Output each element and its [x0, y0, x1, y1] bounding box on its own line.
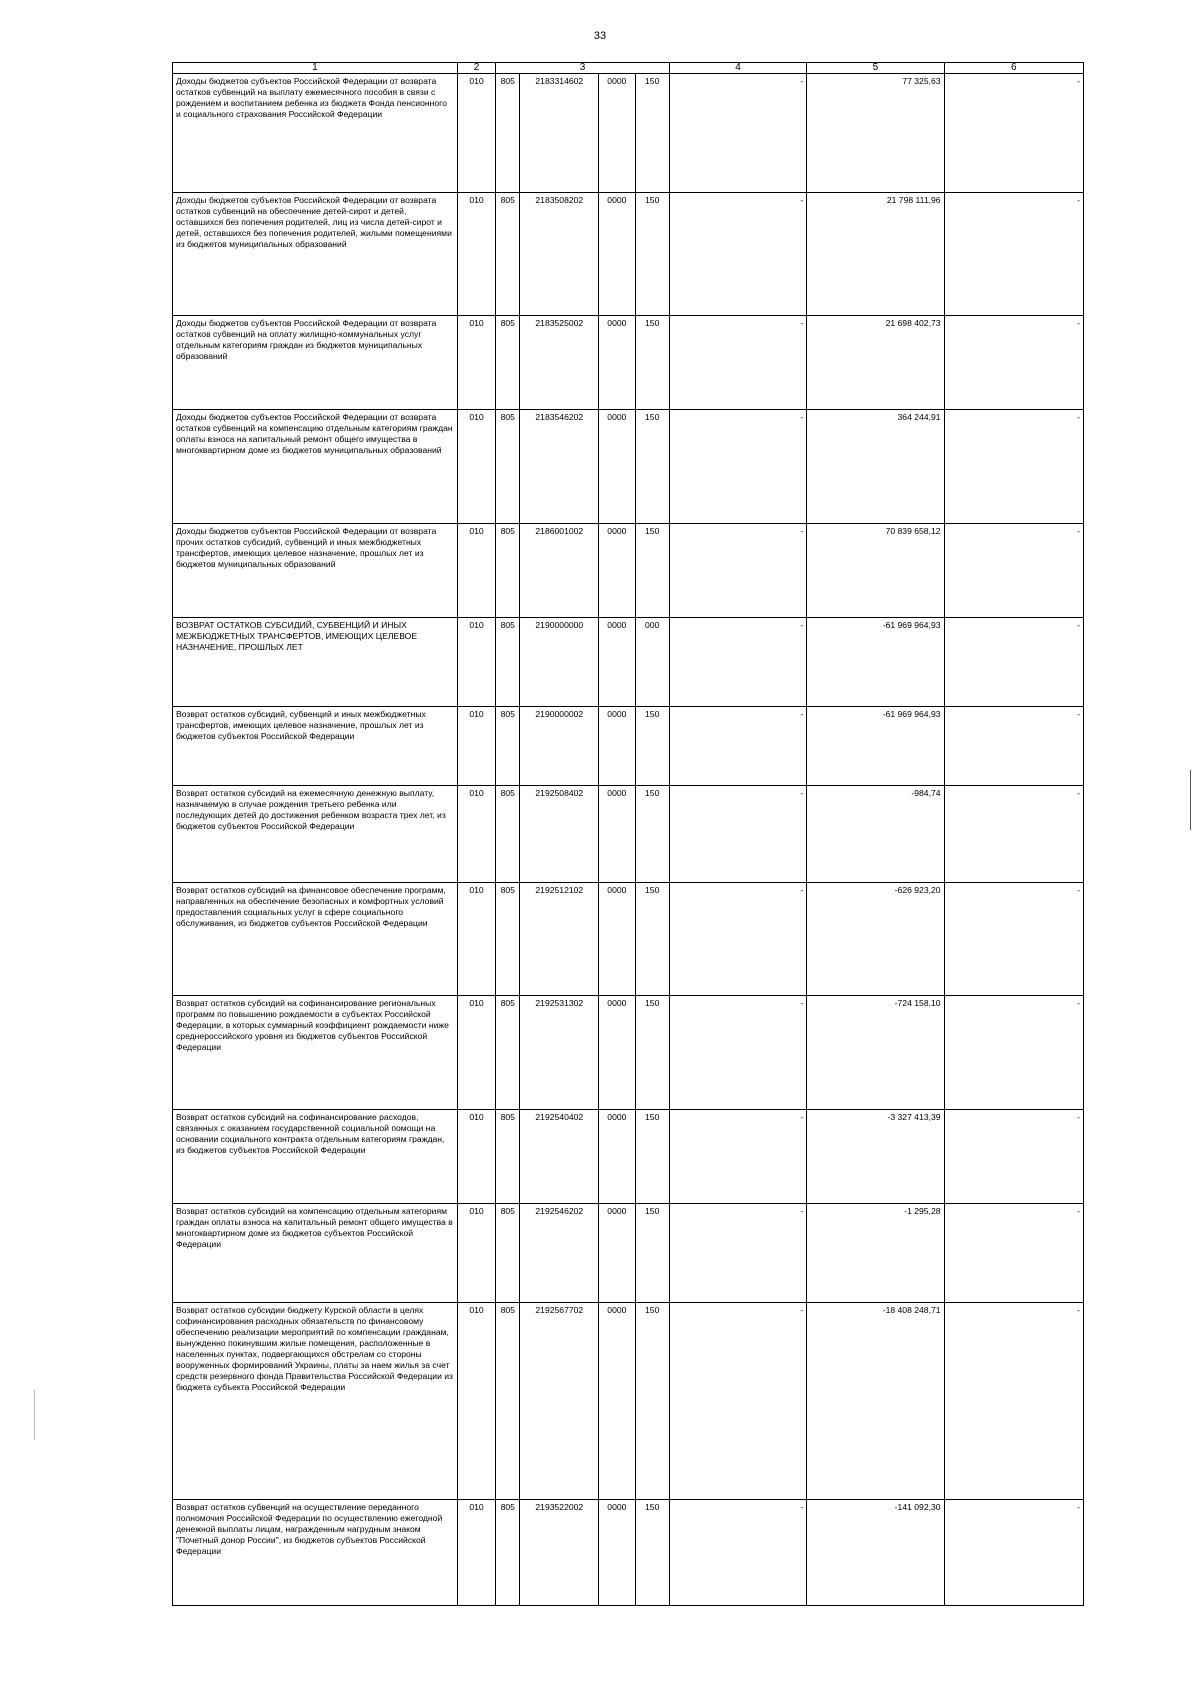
row-amount: -1 295,28	[807, 1204, 944, 1303]
row-subcode: 0000	[599, 1204, 635, 1303]
header-cell-2: 2	[457, 63, 495, 74]
row-col6-value: -	[944, 996, 1083, 1110]
row-kind-code: 150	[635, 1204, 669, 1303]
row-col6-value: -	[944, 410, 1083, 524]
row-group-code: 805	[496, 1110, 520, 1204]
row-subcode: 0000	[599, 524, 635, 618]
row-col4-value: -	[669, 193, 806, 316]
row-classification-code: 2190000002	[520, 707, 599, 786]
table-row	[173, 1500, 1084, 1606]
row-group-code: 805	[496, 786, 520, 883]
row-subcode: 0000	[599, 786, 635, 883]
row-amount: -3 327 413,39	[807, 1110, 944, 1204]
row-col4-value: -	[669, 996, 806, 1110]
row-classification-code: 2186001002	[520, 524, 599, 618]
row-kind-code: 150	[635, 410, 669, 524]
row-group-code: 805	[496, 883, 520, 996]
row-description: Возврат остатков субвенций на осуществление переданного полномочия Российской Федерации по осуществлению ежегодной денежной выплаты лицам, награжденным нагрудным знаком "Почетный донор России", из бюджетов субъектов Российской Федерации	[173, 1500, 458, 1606]
row-amount: 70 839 658,12	[807, 524, 944, 618]
row-classification-code: 2183546202	[520, 410, 599, 524]
page-number: 33	[593, 30, 607, 42]
row-col6-value: -	[944, 1204, 1083, 1303]
budget-table	[172, 62, 1084, 1606]
row-amount: -141 092,30	[807, 1500, 944, 1606]
row-admin-code: 010	[457, 410, 495, 524]
row-admin-code: 010	[457, 996, 495, 1110]
header-cell-5: 5	[807, 63, 944, 74]
row-col6-value: -	[944, 193, 1083, 316]
row-description: Возврат остатков субсидии бюджету Курской области в целях софинансирования расходных обязательств по финансовому обеспечению реализации мероприятий по компенсации гражданам, вынужденно покинувшим жилые помещения, расположенные в населенных пунктах, подвергающихся обстрелам со стороны вооруженных формирований Украины, платы за наем жилья за счет средств резервного фонда Правительства Российской Федерации из бюджета субъекта Российской Федерации	[173, 1303, 458, 1500]
row-amount: -61 969 964,93	[807, 707, 944, 786]
row-admin-code: 010	[457, 1110, 495, 1204]
row-col4-value: -	[669, 524, 806, 618]
table-row	[173, 1110, 1084, 1204]
row-classification-code: 2192540402	[520, 1110, 599, 1204]
row-kind-code: 150	[635, 74, 669, 193]
row-admin-code: 010	[457, 74, 495, 193]
row-description: Возврат остатков субсидий на финансовое обеспечение программ, направленных на обеспечение безопасных и комфортных условий предоставления социальных услуг в сфере социального обслуживания, из бюджетов субъектов Российской Федерации	[173, 883, 458, 996]
row-amount: 21 698 402,73	[807, 316, 944, 410]
row-group-code: 805	[496, 193, 520, 316]
row-amount: -984,74	[807, 786, 944, 883]
row-col4-value: -	[669, 618, 806, 707]
row-description: Возврат остатков субсидий на софинансирование расходов, связанных с оказанием государственной социальной помощи на основании социального контракта отдельным категориям граждан, из бюджетов субъектов Российской Федерации	[173, 1110, 458, 1204]
row-admin-code: 010	[457, 1204, 495, 1303]
row-group-code: 805	[496, 316, 520, 410]
row-subcode: 0000	[599, 1500, 635, 1606]
row-admin-code: 010	[457, 883, 495, 996]
row-admin-code: 010	[457, 1500, 495, 1606]
row-classification-code: 2192567702	[520, 1303, 599, 1500]
header-row	[173, 63, 1084, 74]
row-group-code: 805	[496, 618, 520, 707]
row-admin-code: 010	[457, 316, 495, 410]
row-kind-code: 150	[635, 996, 669, 1110]
row-col4-value: -	[669, 1204, 806, 1303]
row-col4-value: -	[669, 1303, 806, 1500]
row-classification-code: 2183525002	[520, 316, 599, 410]
row-col6-value: -	[944, 316, 1083, 410]
table-row	[173, 316, 1084, 410]
header-cell-6: 6	[944, 63, 1083, 74]
row-col4-value: -	[669, 707, 806, 786]
row-kind-code: 150	[635, 1500, 669, 1606]
row-kind-code: 150	[635, 193, 669, 316]
row-col4-value: -	[669, 786, 806, 883]
table-row	[173, 74, 1084, 193]
row-col6-value: -	[944, 618, 1083, 707]
row-col4-value: -	[669, 1110, 806, 1204]
row-group-code: 805	[496, 524, 520, 618]
table-row	[173, 707, 1084, 786]
row-amount: -724 158,10	[807, 996, 944, 1110]
table-row	[173, 883, 1084, 996]
header-cell-1: 1	[173, 63, 458, 74]
row-group-code: 805	[496, 1303, 520, 1500]
table-row	[173, 410, 1084, 524]
row-admin-code: 010	[457, 524, 495, 618]
row-col6-value: -	[944, 524, 1083, 618]
row-classification-code: 2183314602	[520, 74, 599, 193]
row-group-code: 805	[496, 1500, 520, 1606]
row-kind-code: 150	[635, 1110, 669, 1204]
row-col6-value: -	[944, 1303, 1083, 1500]
row-admin-code: 010	[457, 1303, 495, 1500]
row-description: ВОЗВРАТ ОСТАТКОВ СУБСИДИЙ, СУБВЕНЦИЙ И ИНЫХ МЕЖБЮДЖЕТНЫХ ТРАНСФЕРТОВ, ИМЕЮЩИХ ЦЕЛЕВОЕ НАЗНАЧЕНИЕ, ПРОШЛЫХ ЛЕТ	[173, 618, 458, 707]
row-kind-code: 150	[635, 316, 669, 410]
header-cell-4: 4	[669, 63, 806, 74]
row-col6-value: -	[944, 786, 1083, 883]
row-subcode: 0000	[599, 410, 635, 524]
row-description: Возврат остатков субсидий на компенсацию отдельным категориям граждан оплаты взноса на капитальный ремонт общего имущества в многоквартирном доме из бюджетов субъектов Российской Федерации	[173, 1204, 458, 1303]
table-row	[173, 996, 1084, 1110]
row-admin-code: 010	[457, 707, 495, 786]
row-kind-code: 000	[635, 618, 669, 707]
row-classification-code: 2192512102	[520, 883, 599, 996]
table-row	[173, 1303, 1084, 1500]
row-group-code: 805	[496, 74, 520, 193]
table-row	[173, 618, 1084, 707]
row-col6-value: -	[944, 1500, 1083, 1606]
row-col4-value: -	[669, 410, 806, 524]
row-amount: -61 969 964,93	[807, 618, 944, 707]
row-col6-value: -	[944, 74, 1083, 193]
row-classification-code: 2190000000	[520, 618, 599, 707]
row-description: Доходы бюджетов субъектов Российской Федерации от возврата остатков субвенций на компенсацию отдельным категориям граждан оплаты взноса на капитальный ремонт общего имущества в многоквартирном доме из бюджетов муниципальных образований	[173, 410, 458, 524]
row-subcode: 0000	[599, 618, 635, 707]
row-subcode: 0000	[599, 74, 635, 193]
row-group-code: 805	[496, 996, 520, 1110]
row-classification-code: 2183508202	[520, 193, 599, 316]
row-col4-value: -	[669, 74, 806, 193]
row-classification-code: 2192508402	[520, 786, 599, 883]
row-description: Возврат остатков субсидий на софинансирование региональных программ по повышению рождаемости в субъектах Российской Федерации, в которых суммарный коэффициент рождаемости ниже среднероссийского уровня из бюджетов субъектов Российской Федерации	[173, 996, 458, 1110]
row-admin-code: 010	[457, 193, 495, 316]
scan-edge-mark	[1190, 770, 1191, 830]
row-amount: 77 325,63	[807, 74, 944, 193]
row-subcode: 0000	[599, 1110, 635, 1204]
table-row	[173, 524, 1084, 618]
row-classification-code: 2192546202	[520, 1204, 599, 1303]
row-col6-value: -	[944, 1110, 1083, 1204]
row-subcode: 0000	[599, 707, 635, 786]
row-group-code: 805	[496, 707, 520, 786]
row-description: Возврат остатков субсидий на ежемесячную денежную выплату, назначаемую в случае рождения третьего ребенка или последующих детей до достижения ребенком возраста трех лет, из бюджетов субъектов Российской Федерации	[173, 786, 458, 883]
row-subcode: 0000	[599, 996, 635, 1110]
row-col4-value: -	[669, 883, 806, 996]
row-kind-code: 150	[635, 524, 669, 618]
row-amount: -18 408 248,71	[807, 1303, 944, 1500]
row-kind-code: 150	[635, 1303, 669, 1500]
header-cell-3: 3	[496, 63, 670, 74]
row-kind-code: 150	[635, 707, 669, 786]
table-row	[173, 1204, 1084, 1303]
row-admin-code: 010	[457, 618, 495, 707]
row-kind-code: 150	[635, 883, 669, 996]
row-amount: -626 923,20	[807, 883, 944, 996]
row-description: Доходы бюджетов субъектов Российской Федерации от возврата прочих остатков субсидий, субвенций и иных межбюджетных трансфертов, имеющих целевое назначение, прошлых лет из бюджетов муниципальных образований	[173, 524, 458, 618]
row-col6-value: -	[944, 707, 1083, 786]
row-subcode: 0000	[599, 883, 635, 996]
row-group-code: 805	[496, 410, 520, 524]
row-subcode: 0000	[599, 193, 635, 316]
scan-edge-mark	[34, 1390, 35, 1440]
row-subcode: 0000	[599, 316, 635, 410]
row-amount: 364 244,91	[807, 410, 944, 524]
row-admin-code: 010	[457, 786, 495, 883]
row-classification-code: 2192531302	[520, 996, 599, 1110]
row-kind-code: 150	[635, 786, 669, 883]
table-row	[173, 786, 1084, 883]
row-subcode: 0000	[599, 1303, 635, 1500]
table-row	[173, 193, 1084, 316]
row-amount: 21 798 111,96	[807, 193, 944, 316]
row-col4-value: -	[669, 1500, 806, 1606]
row-description: Доходы бюджетов субъектов Российской Федерации от возврата остатков субвенций на выплату ежемесячного пособия в связи с рождением и воспитанием ребенка из бюджета Фонда пенсионного и социального страхования Российской Федерации	[173, 74, 458, 193]
row-description: Возврат остатков субсидий, субвенций и иных межбюджетных трансфертов, имеющих целевое назначение, прошлых лет из бюджетов субъектов Российской Федерации	[173, 707, 458, 786]
row-col4-value: -	[669, 316, 806, 410]
row-description: Доходы бюджетов субъектов Российской Федерации от возврата остатков субвенций на обеспечение детей-сирот и детей, оставшихся без попечения родителей, лиц из числа детей-сирот и детей, оставшихся без попечения родителей, жилыми помещениями из бюджетов муниципальных образований	[173, 193, 458, 316]
table-body	[173, 74, 1084, 1606]
row-col6-value: -	[944, 883, 1083, 996]
row-group-code: 805	[496, 1204, 520, 1303]
row-classification-code: 2193522002	[520, 1500, 599, 1606]
row-description: Доходы бюджетов субъектов Российской Федерации от возврата остатков субвенций на оплату жилищно-коммунальных услуг отдельным категориям граждан из бюджетов муниципальных образований	[173, 316, 458, 410]
